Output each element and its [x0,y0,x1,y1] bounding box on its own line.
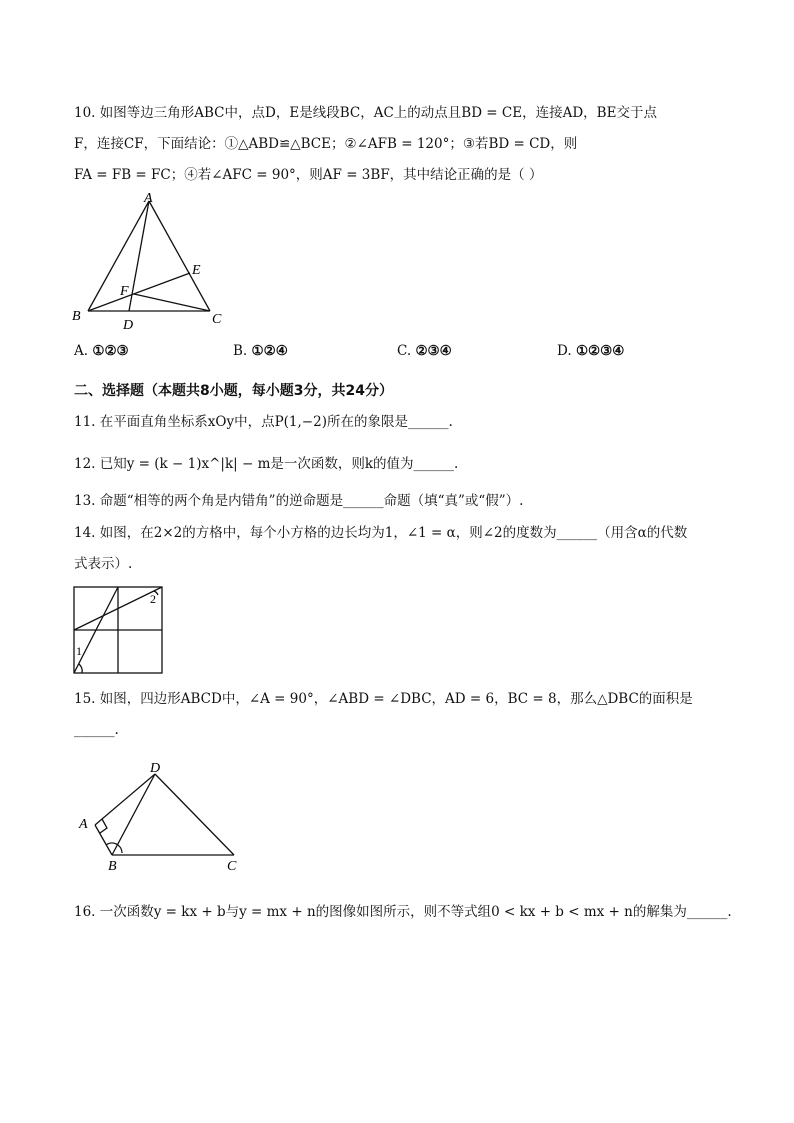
edge-ab [95,825,112,855]
option-c-marks: ②③④ [415,343,452,359]
label-a: A [144,191,153,206]
label-b: B [72,309,81,324]
segment-be [88,273,190,311]
q10-line1: 10. 如图等边三角形ABC中，点D，E是线段BC，AC上的动点且BD = CE，连接AD，BE交于点 [74,105,657,121]
angle-1-arc [79,664,82,673]
section-heading: 二、选择题（本题共8小题，每小题3分，共24分） [74,383,393,399]
q10-option-c[interactable]: C. ②③④ [397,343,452,359]
right-angle-mark [100,819,107,833]
edge-da [95,774,155,825]
option-b-marks: ①②④ [251,343,288,359]
q14-line2: 式表示）. [74,556,133,572]
label-c: C [227,859,237,874]
option-a-marks: ①②③ [92,343,129,359]
label-d: D [123,318,134,333]
q10-option-d[interactable]: D. ①②③④ [557,343,625,359]
angle-2-label: 2 [150,592,156,606]
q10-option-b[interactable]: B. ①②④ [233,343,288,359]
label-b: B [108,859,117,874]
diagonal-bd [112,774,155,855]
label-a: A [79,817,88,832]
q10-line2: F，连接CF，下面结论：①△ABD≌△BCE；②∠AFB = 120°；③若BD = CD，则 [74,136,578,152]
edge-ab [88,201,149,311]
q16-text: 16. 一次函数y = kx + b与y = mx + n的图像如图所示，则不等式组0 < kx + b < mx + n的解集为______. [74,904,732,920]
segment-cf [134,294,210,311]
edge-ac [149,201,210,311]
q10-option-a[interactable]: A. ①②③ [74,343,129,359]
q12-text: 12. 已知y = (k − 1)x^|k| − m是一次函数，则k的值为______. [74,456,459,472]
label-f: F [120,284,129,299]
label-d: D [150,761,161,776]
q14-line1: 14. 如图，在2×2的方格中，每个小方格的边长均为1，∠1 = α，则∠2的度数为______（用含α的代数 [74,525,688,541]
q10-line3: FA = FB = FC；④若∠AFC = 90°，则AF = 3BF，其中结论正确的是（ ） [74,167,543,183]
q15-line1: 15. 如图，四边形ABCD中，∠A = 90°，∠ABD = ∠DBC，AD = 6，BC = 8，那么△DBC的面积是 [74,691,693,707]
label-c: C [212,312,222,327]
label-e: E [192,263,201,278]
option-d-marks: ①②③④ [575,343,625,359]
q14-grid-figure [70,583,166,677]
q15-quadrilateral-figure [74,756,244,874]
q10-triangle-figure [66,190,236,338]
q11-text: 11. 在平面直角坐标系xOy中，点P(1,−2)所在的象限是______. [74,414,453,430]
q15-line2: ______. [74,722,119,738]
q13-text: 13. 命题“相等的两个角是内错角”的逆命题是______命题（填“真”或“假”）. [74,493,524,509]
edge-dc [155,774,234,855]
angle-1-label: 1 [76,644,82,658]
